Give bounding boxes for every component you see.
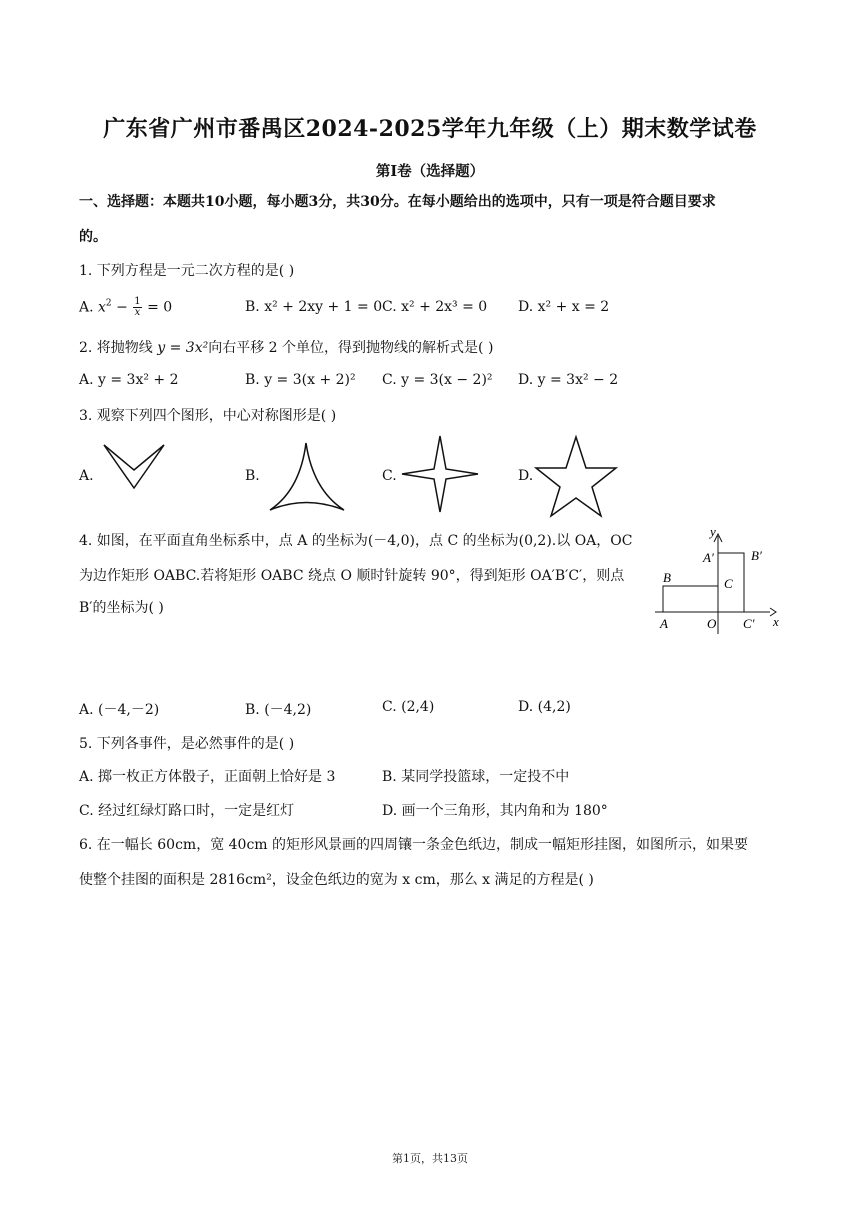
q5-option-d: D. 画一个三角形，其内角和为 180° — [382, 803, 608, 819]
q4-coordinate-figure — [650, 526, 782, 638]
q6-line2: 使整个挂图的面积是 2816cm²，设金色纸边的宽为 x cm，那么 x 满足的方程是( ) — [79, 872, 594, 888]
q3-stem: 3. 观察下列四个图形，中心对称图形是( ) — [79, 408, 337, 424]
q4-line1: 4. 如图，在平面直角坐标系中，点 A 的坐标为(－4,0)，点 C 的坐标为(0,2).以 OA，OC — [79, 533, 633, 549]
q3-figure-c-four-point-star — [400, 434, 480, 514]
q3-option-a-label: A. — [79, 468, 94, 484]
q4-option-d: D. (4,2) — [518, 699, 571, 715]
q3-option-d-label: D. — [518, 468, 534, 484]
q3-option-b-label: B. — [245, 468, 260, 484]
q1-option-c: C. x² + 2x³ = 0 — [382, 299, 488, 315]
q1-option-b: B. x² + 2xy + 1 = 0 — [245, 299, 383, 315]
label-x: x — [773, 614, 779, 629]
q3-figure-d-five-point-star — [534, 434, 618, 518]
exam-title: 广东省广州市番禺区2024-2025学年九年级（上）期末数学试卷 — [103, 116, 757, 142]
label-c-prime: C′ — [743, 616, 755, 631]
q1-option-a-prefix: A. — [79, 299, 99, 316]
q2-stem-part1: 2. 将抛物线 — [79, 340, 158, 356]
q3-figure-b-curved-triangle — [266, 440, 348, 515]
q5-option-c: C. 经过红绿灯路口时，一定是红灯 — [79, 803, 295, 819]
q2-option-d: D. y = 3x² − 2 — [518, 372, 619, 388]
page-footer: 第1页，共13页 — [392, 1152, 468, 1165]
section-subtitle: 第Ⅰ卷（选择题） — [375, 163, 485, 180]
q4-line2: 为边作矩形 OABC.若将矩形 OABC 绕点 O 顺时针旋转 90°，得到矩形 OA′B′C′，则点 — [79, 568, 625, 584]
q2-stem-part2: 向右平移 2 个单位，得到抛物线的解析式是( ) — [208, 340, 494, 356]
q5-option-b: B. 某同学投篮球，一定投不中 — [382, 769, 570, 785]
q2-option-b: B. y = 3(x + 2)² — [245, 372, 356, 388]
label-c: C — [724, 576, 733, 591]
q2-option-c: C. y = 3(x − 2)² — [382, 372, 493, 388]
label-o: O — [707, 616, 717, 631]
q1-stem: 1. 下列方程是一元二次方程的是( ) — [79, 263, 295, 279]
q4-option-b: B. (－4,2) — [245, 702, 312, 718]
label-a: A — [660, 616, 668, 631]
q4-option-a: A. (－4,－2) — [79, 702, 160, 718]
q3-figure-a-chevron — [100, 440, 170, 492]
q1-fraction: $\frac{1}{x}$ — [134, 296, 141, 318]
q5-option-a: A. 掷一枚正方体骰子，正面朝上恰好是 3 — [79, 769, 336, 785]
q6-line1: 6. 在一幅长 60cm，宽 40cm 的矩形风景画的四周镶一条金色纸边，制成一幅矩形挂图，如图所示，如果要 — [79, 837, 749, 853]
q2-stem — [79, 337, 493, 357]
q1-option-a-tail: = 0 — [142, 299, 173, 316]
q3-option-c-label: C. — [382, 468, 397, 484]
q1-option-a: A. $x^2$ − $\frac{1}{x}$ = 0 — [79, 296, 173, 318]
q5-stem: 5. 下列各事件，是必然事件的是( ) — [79, 736, 295, 752]
q2-stem-math: y = 3x² — [157, 340, 209, 356]
q4-option-c: C. (2,4) — [382, 699, 435, 715]
rectangle-oabc — [663, 586, 718, 612]
section-intro-line2: 的。 — [79, 229, 107, 245]
label-y: y — [710, 524, 716, 539]
label-b: B — [663, 570, 671, 585]
label-a-prime: A′ — [703, 550, 714, 565]
label-b-prime: B′ — [751, 548, 762, 563]
q2-option-a: A. y = 3x² + 2 — [79, 372, 179, 388]
section-intro-line1: 一、选择题：本题共10小题，每小题3分，共30分。在每小题给出的选项中，只有一项是符合题目要求 — [79, 194, 716, 210]
q1-option-d: D. x² + x = 2 — [518, 299, 610, 315]
q4-line3: B′的坐标为( ) — [79, 600, 164, 616]
